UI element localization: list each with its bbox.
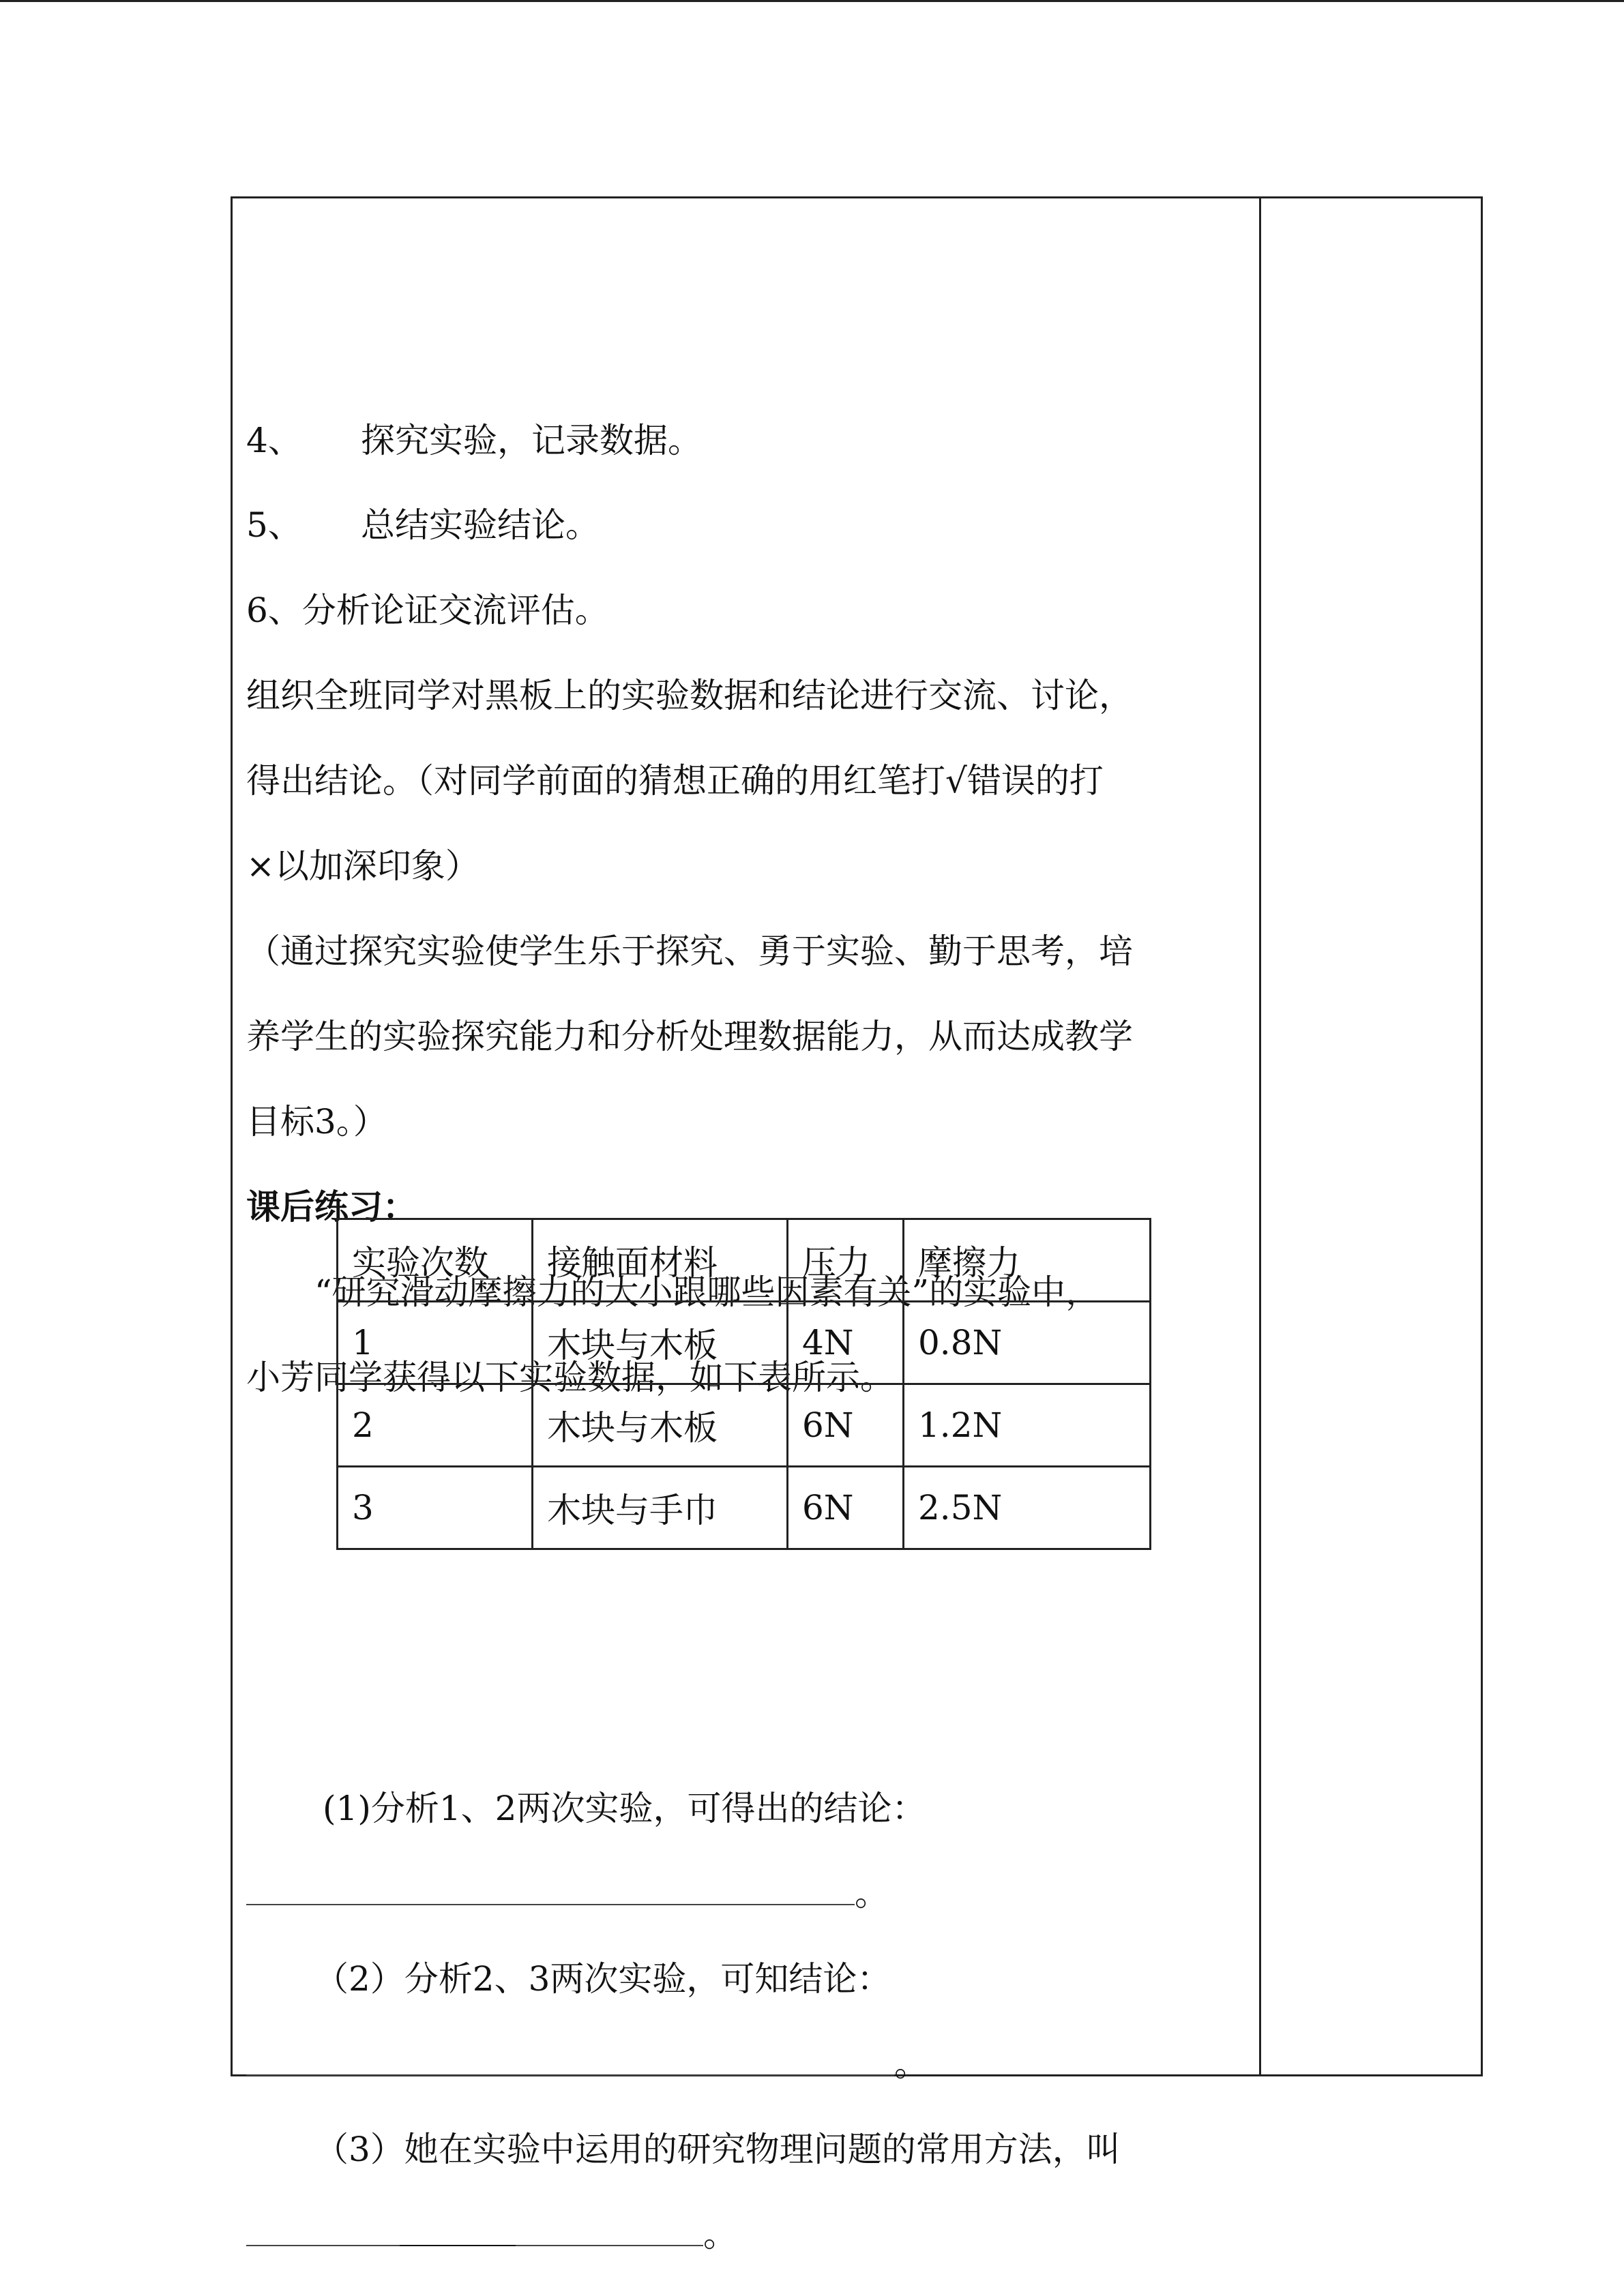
table-cell: 0.8N	[904, 1302, 1151, 1384]
table-cell: 2	[338, 1384, 533, 1467]
page-top-rule	[0, 0, 1624, 2]
table-cell: 木块与木板	[533, 1302, 788, 1384]
step-6: 6、分析论证交流评估。	[246, 591, 609, 630]
answer-line-2[interactable]	[246, 2044, 928, 2085]
paragraph-line: 目标3。）	[246, 1102, 387, 1142]
exercise-heading: 课后练习：	[246, 1187, 417, 1227]
content-cell	[246, 198, 1249, 2254]
step-number: 5、	[246, 505, 302, 545]
answer-blank[interactable]	[246, 2215, 400, 2246]
table-cell: 1	[338, 1302, 533, 1384]
answer-end: 。	[703, 2215, 737, 2254]
answer-blank[interactable]	[246, 1874, 855, 1905]
table-cell: 6N	[788, 1467, 904, 1549]
paragraph-line: 得出结论。（对同学前面的猜想正确的用红笔打√错误的打	[246, 761, 1104, 801]
answer-blank[interactable]	[246, 2044, 894, 2076]
step-text: 总结实验结论。	[361, 505, 600, 545]
header-trial-count: 实验次数	[338, 1219, 533, 1302]
question-1: (1)分析1、2两次实验，可得出的结论：	[323, 1789, 926, 1828]
table-row	[338, 1467, 1151, 1549]
table-cell: 木块与手巾	[533, 1467, 788, 1549]
answer-blank[interactable]	[400, 2215, 516, 2246]
step-number: 4、	[246, 421, 302, 460]
header-contact-material: 接触面材料	[533, 1219, 788, 1302]
lesson-plan-table	[231, 196, 1483, 2254]
header-pressure: 压力	[788, 1219, 904, 1302]
exercise-intro-line: “研究滑动摩擦力的大小跟哪些因素有关”的实验中，	[314, 1272, 1100, 1312]
question-3: （3）她在实验中运用的研究物理问题的常用方法，叫	[314, 2130, 1121, 2169]
exercise-intro-line: 小芳同学获得以下实验数据，如下表所示。	[246, 1358, 894, 1397]
paragraph-line: 养学生的实验探究能力和分析处理数据能力，从而达成教学	[246, 1017, 1133, 1056]
header-friction: 摩擦力	[904, 1219, 1151, 1302]
answer-line-1[interactable]	[246, 1873, 889, 1914]
table-header-row	[338, 1219, 1151, 1302]
step-5	[246, 505, 600, 546]
answer-end: 。	[894, 2044, 928, 2084]
table-cell: 4N	[788, 1302, 904, 1384]
answer-blank[interactable]	[516, 2215, 703, 2246]
table-cell: 木块与木板	[533, 1384, 788, 1467]
answer-line-3[interactable]	[246, 2214, 737, 2255]
column-divider	[1259, 198, 1261, 2074]
step-text: 探究实验，记录数据。	[361, 421, 702, 460]
paragraph-line: 组织全班同学对黑板上的实验数据和结论进行交流、讨论，	[246, 676, 1133, 715]
experiment-data-table	[336, 1218, 1151, 1550]
answer-end: 。	[855, 1874, 889, 1913]
table-cell: 2.5N	[904, 1467, 1151, 1549]
paragraph-line: ×以加深印象）	[246, 846, 479, 886]
paragraph-line: （通过探究实验使学生乐于探究、勇于实验、勤于思考，培	[246, 931, 1133, 971]
table-cell: 6N	[788, 1384, 904, 1467]
table-cell: 3	[338, 1467, 533, 1549]
table-row	[338, 1384, 1151, 1467]
question-2: （2）分析2、3两次实验，可知结论：	[314, 1959, 891, 1999]
table-cell: 1.2N	[904, 1384, 1151, 1467]
step-4	[246, 420, 702, 461]
table-row	[338, 1302, 1151, 1384]
